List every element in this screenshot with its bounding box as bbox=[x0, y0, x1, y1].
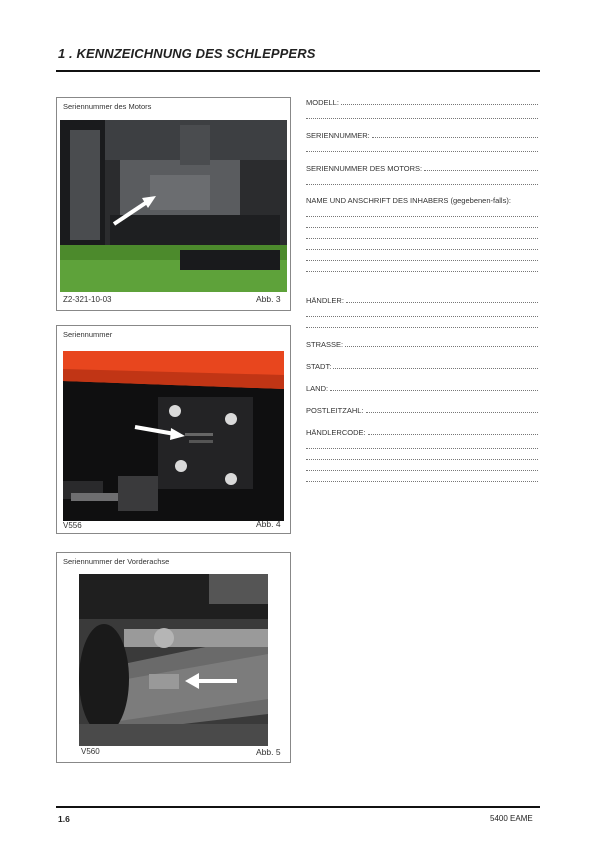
figure-caption: Seriennummer der Vorderachse bbox=[63, 557, 170, 566]
engine-photo bbox=[60, 120, 287, 292]
field-land bbox=[306, 383, 538, 394]
footer-rule bbox=[56, 806, 540, 808]
field-label: POSTLEITZAHL: bbox=[306, 406, 364, 415]
page-number: 1.6 bbox=[58, 814, 70, 824]
figure-label: Abb. 3 bbox=[256, 294, 281, 304]
figure-code: Z2-321-10-03 bbox=[63, 295, 112, 304]
page-title: 1 . KENNZEICHNUNG DES SCHLEPPERS bbox=[58, 46, 316, 61]
field-label: HÄNDLER: bbox=[306, 296, 344, 305]
field-label: SERIENNUMMER: bbox=[306, 131, 370, 140]
title-rule bbox=[56, 70, 540, 72]
field-label: LAND: bbox=[306, 384, 329, 393]
field-postleitzahl bbox=[306, 405, 538, 416]
figure-caption: Seriennummer des Motors bbox=[63, 102, 152, 111]
field-stadt bbox=[306, 361, 538, 372]
field-strasse bbox=[306, 339, 538, 350]
field-motor-serial bbox=[306, 163, 538, 185]
field-label: SERIENNUMMER DES MOTORS: bbox=[306, 164, 423, 173]
field-label: STRASSE: bbox=[306, 340, 344, 349]
figure-label: Abb. 4 bbox=[256, 519, 281, 529]
field-label: HÄNDLERCODE: bbox=[306, 428, 366, 437]
figure-caption: Seriennummer bbox=[63, 330, 113, 339]
field-label: NAME UND ANSCHRIFT DES INHABERS (gegebenen-falls): bbox=[306, 196, 511, 205]
field-label: MODELL: bbox=[306, 98, 339, 107]
figure-serial bbox=[56, 325, 291, 534]
figure-front-axle-serial bbox=[56, 552, 291, 763]
field-inhaber bbox=[306, 196, 538, 272]
field-seriennummer bbox=[306, 130, 538, 152]
front-axle-photo bbox=[79, 574, 268, 746]
field-label: STADT: bbox=[306, 362, 332, 371]
field-modell bbox=[306, 97, 538, 119]
document-id: 5400 EAME bbox=[490, 814, 533, 823]
figure-code: V556 bbox=[63, 521, 82, 530]
field-haendlercode bbox=[306, 427, 538, 482]
field-haendler bbox=[306, 295, 538, 328]
figure-code: V560 bbox=[81, 747, 100, 756]
serial-plate-photo bbox=[63, 351, 284, 521]
figure-label: Abb. 5 bbox=[256, 747, 281, 757]
figure-engine-serial bbox=[56, 97, 291, 311]
